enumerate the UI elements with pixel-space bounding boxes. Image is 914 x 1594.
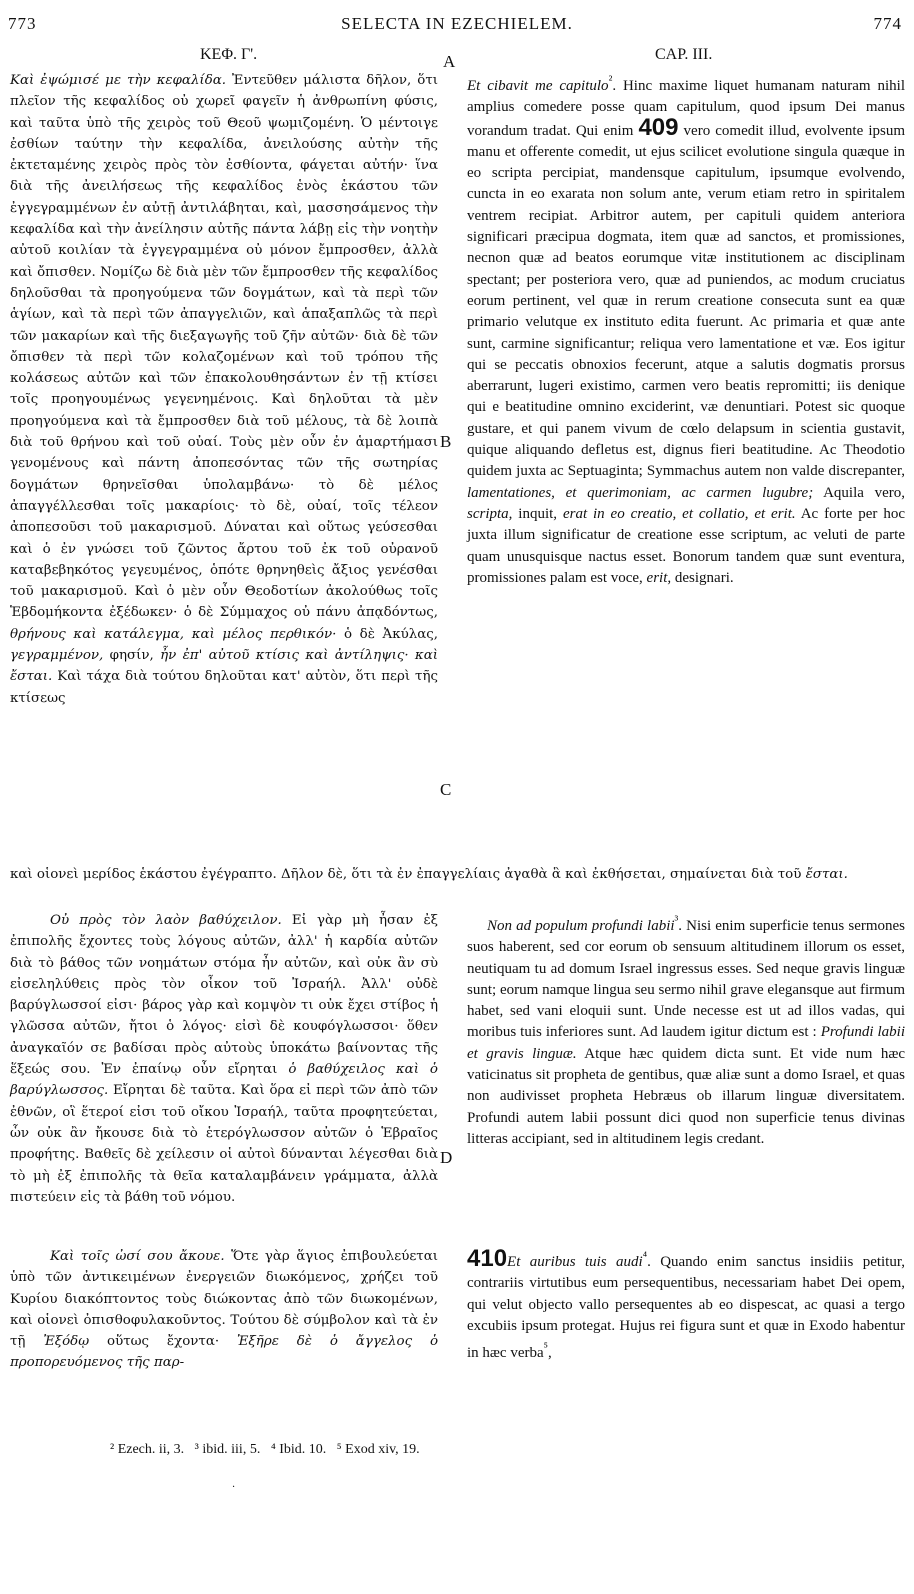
running-header xyxy=(0,14,914,36)
column-number-409: 409 xyxy=(638,113,679,141)
latin-italic-quote: Profundi labii et gravis linguæ. xyxy=(467,1024,905,1062)
latin-text: Atque hæc quidem dicta sunt. Et vide num hæc vaticinatus sit propheta de gentibus, quæ aliæ sunt a domo Israel, et quas non audivisset propheta Hebræus ob illarum linguæ diversitatem. Profundi autem labii possunt dici quod non superficie tenus divinas litteras accipiant, sed in altitudinem legis credant. xyxy=(467,1045,905,1147)
latin-paragraph-1 xyxy=(467,70,905,589)
greek-text: οὕτως ἔχοντα· xyxy=(89,1334,237,1350)
greek-italic-quote: θρήνους καὶ κατάλεγμα, καὶ μέλος περθικόν· xyxy=(10,626,337,642)
latin-text: designari. xyxy=(671,569,734,586)
section-marker-b: B xyxy=(440,432,452,451)
footnote-3: ³ ibid. iii, 5. xyxy=(194,1442,261,1457)
greek-italic-quote: ὁ βαθύχειλος καὶ ὁ βαρύγλωσσος. xyxy=(10,1062,438,1099)
footnote-ref: ⁵ xyxy=(543,1340,548,1355)
latin-paragraph-2 xyxy=(467,910,905,1150)
greek-paragraph-1 xyxy=(10,70,438,709)
latin-text: . Nisi enim superficie tenus sermones suos haberent, sed cor eorum ob sensuum altitudinem illorum os esset, neutiquam tu ad domum Israel ingressus esses. Sed neque gravis linguæ sunt; eorum namque lingua seu sermo nihil grave elegansque aut firmum habet, sed vani eloquii sunt. Unde necesse est ut ad illos vadas, qui moribus tuis inferiores sunt. Ad laudem igitur dictum est : xyxy=(467,918,906,1041)
section-marker-a: A xyxy=(443,52,456,71)
latin-paragraph-3 xyxy=(467,1246,905,1364)
greek-italic-quote: Ἐξῆρε δὲ ὁ ἄγγελος ὁ προπορευόμενος τῆς παρ- xyxy=(10,1334,439,1371)
latin-text: Aquila vero, xyxy=(813,484,905,501)
latin-italic-quote: erat in eo creatio, et collatio, et erit. xyxy=(562,505,796,522)
greek-bridge-lines xyxy=(10,864,905,885)
footnote-5: ⁵ Exod xiv, 19. xyxy=(336,1442,420,1457)
footnote-ref: ⁴ xyxy=(642,1249,648,1263)
latin-italic-quote: lamentationes, et querimoniam, ac carmen lugubre; xyxy=(467,484,814,501)
latin-text: Ac forte per hoc juxta illum significatur de creatione esse scriptum, ac veluti de parte quam unusquisque nactus esset. Bonorum tandem quæ sunt eventura, promissiones palam est voce, xyxy=(467,505,905,586)
greek-text: Ἐντεῦθεν μάλιστα δῆλον, ὅτι πλεῖον τῆς κεφαλίδος οὐ χωρεῖ φαγεῖν ἡ ἀνθρωπίνη φύσις, καὶ ταῦτα ὑπὸ τῆς χειρὸς τοῦ Θεοῦ ψωμιζομένη. Ὁ μέντοιγε ἐσθίων ταύτην τὴν κεφαλίδα, ἀνειλούσης αὐτὴν τῆς ἐκτεταμένης χειρὸς πρὸς τὸν ἐσθίοντα, φάγεται αὐτήν· ἵνα διὰ τῆς ἀνειλήσεως τῆς κεφαλίδος ἑνὸς ἑκάστου τῶν ἐγγεγραμμένων ἐν αὐτῇ ἀντιλάβηται, καὶ, μασσησάμενος τὴν κεφαλίδα καὶ τὴν ἀνείλησιν αὐτῆς πάντα λάβῃ εἰς τὴν νοητὴν αὐτοῦ κοιλίαν τὰ ἐγγεγραμμένα οὐ μόνον ἔμπροσθεν, ἀλλὰ καὶ ὄπισθεν. Νομίζω δὲ διὰ μὲν τῶν ἔμπροσθεν τῆς κεφαλίδος δηλοῦσθαι τὰ προηγούμενα τῶν δογμάτων, καὶ τὰ περὶ τῶν ἁγίων, καὶ τὰ περὶ τῶν ἀπαγγελιῶν, καὶ ἁπαξαπλῶς τὰ περὶ τῶν μακαρίων καὶ τῆς διεξαγωγῆς τοῦ ζῆν αὐτῶν· διὰ δὲ τῶν ὄπισθεν τὰ περὶ τῶν κολαζομένων καὶ τοῦ τρόπου τῆς κολάσεως αὐτῶν καὶ τῶν ἐπακολουθησάντων ἐν τῇ κτίσει τοῖς προηγουμένως γεγενημένοις. Καὶ δηλοῦται τὰ μὲν προηγούμενα καὶ τὰ ἔμπροσθεν διὰ τοῦ μέλους, τὰ δὲ λοιπὰ διὰ τοῦ θρήνου καὶ τοῦ οὐαί. Τοὺς μὲν οὖν ἐν ἁμαρτήμασι γενομένους καὶ πάντη ἀποπεσόντας τῶν τῆς σωτηρίας δογμάτων θρηνεῖσθαι ὑπολαμβάνω· τὸ δὲ μέλος ἀπαγγέλλεσθαι τοῖς μακαρίοις· τὸ δὲ, οὐαί, τοῖς τέλεον ἀποπεσοῦσι τοῦ μακαρισμοῦ. Δύναται καὶ οὕτως γεύσεσθαι καὶ ὁ ἐν γνώσει τοῦ ζῶντος ἄρτου τοῦ ἐκ τοῦ οὐρανοῦ καταβεβηκότος γεγευμένος, ὁπότε θρηνηθεὶς ἄξιος γενέσθαι τοῦ μακαρισμοῦ. Καὶ ὁ μὲν οὖν Θεοδοτίων ἀκολούθως τοῖς Ἑβδομήκοντα ἐξέδωκεν· ὁ δὲ Σύμμαχος οὐ πάνυ ἀπᾳδόντως, xyxy=(10,73,438,621)
greek-italic-quote: Ἐξόδῳ xyxy=(43,1334,90,1350)
latin-text: inquit, xyxy=(512,505,563,522)
footnote-ref: ² xyxy=(608,73,613,87)
footnote-2: ² Ezech. ii, 3. xyxy=(110,1442,185,1457)
greek-italic-quote: ἔσται. xyxy=(805,867,848,882)
footnote-ref: ³ xyxy=(674,913,679,927)
greek-text: καὶ οἱονεὶ μερίδος ἑκάστου ἐγέγραπτο. Δῆλον δὲ, ὅτι τὰ ἐν ἐπαγγελίαις ἀγαθὰ ἃ καὶ ἐκθήσεται, σημαίνεται διὰ τοῦ xyxy=(10,867,806,882)
latin-text: vero comedit illud, evolvente ipsum manu et offerente comedit, ut ejus scilicet evolutione singula quæque in eo scripta percipiat, mandensque capitulum, ipsumque evolvendo, cuncta in eo exarata non solum ante, verum etiam retro in spiritalem ventrem recipiat. Arbitror autem, per capituli quidem anteriora significari præcipua dogmata, item quæ ad sanctos, et promissiones, necnon quæ ad beatos eorumque vitæ institutionem ac disciplinam spectant; per posteriora vero, quæ ad puniendos, ac modum cruciatus eorum pertinent, vel quæ in rerum creatione consecuta sunt ea quæ primario velutque ex instituto edita fuerunt. Ac primaria et quæ ante sunt, carmine significantur; reliqua vero lamentatione et væ. Eos igitur qui se peccatis obnoxios fecerunt, atque a salutis dogmatis prorsus aberrarunt, lugeri existimo, carmen vero beatis repromitti; iis denique qui e beatitudine omnino exciderint, væ denuntiari. Potest sic quoque gustare, et qui panem vivum de cœlo delapsum in scientia gustavit, quique aliquando defletus est, dignus fieri beatitudine. Ac Theodotio quidem juxta ac Septuaginta; Symmachus autem non valde discrepanter, xyxy=(467,122,905,480)
latin-text: . Hinc maxime liquet humanam naturam nihil amplius comedere posse quam capitulum, quod ipsum Dei manus vorandum tradat. Qui enim xyxy=(467,78,905,139)
greek-paragraph-2 xyxy=(10,910,438,1208)
greek-text: ὁ δὲ Ἀκύλας, xyxy=(336,626,438,642)
greek-chapter-heading: ΚΕΦ. Γ'. xyxy=(200,46,258,63)
page-number-left: 773 xyxy=(8,14,37,33)
section-marker-c: C xyxy=(440,780,452,799)
greek-lemma-1: Καὶ ἐψώμισέ με τὴν κεφαλίδα. xyxy=(10,73,227,88)
latin-chapter-heading: CAP. III. xyxy=(655,46,713,63)
greek-text: Εἴρηται δὲ ταῦτα. Καὶ ὅρα εἰ περὶ τῶν ἀπὸ τῶν ἐθνῶν, οἳ ἕτεροί εἰσι τοῦ οἴκου Ἰσραήλ, ταῦτα προφητεύεται, ὧν οὐκ ἂν ἤκουσε διὰ τὸ ἑτερόγλωσσον αὐτῶν ὁ Ἑβραῖος προφήτης. Βαθεῖς δὲ χείλεσιν οἱ αὐτοὶ δύνανται λέγεσθαι διὰ τὸ μὴ ἐξ ἐπιπολῆς τὰ θεῖα καταλαμβάνειν γράμματα, ἀλλὰ πιστεύειν εἰς τὰ βάθη τοῦ νόμου. xyxy=(10,1083,438,1205)
greek-lemma-3: Καὶ τοῖς ὠσί σου ἄκουε. xyxy=(50,1249,225,1264)
print-speck: · xyxy=(232,1482,236,1493)
latin-text: . Quando enim sanctus insidiis petitur, contrariis virtutibus eum persequentibus, necessariam habet Dei opem, qui velut objecto vallo persequentes ab eo dispescat, ac quasi a tergo excubiis ipsum protegat. Hujus rei figura sunt et quæ in Exodo habentur in hæc verba xyxy=(467,1254,905,1362)
greek-text: Καὶ τάχα διὰ τούτου δηλοῦται κατ' αὐτὸν, ὅτι περὶ τῆς κτίσεως xyxy=(10,669,438,706)
footnotes xyxy=(110,1442,890,1458)
greek-text: φησίν, xyxy=(103,648,161,664)
greek-text: Ὅτε γὰρ ἅγιος ἐπιβουλεύεται ὑπὸ τῶν ἀντικειμένων ἐνεργειῶν διωκόμενος, χρήζει τοῦ Κυρίου διακόπτοντος τοὺς διώκοντας ἀπὸ τῶν διωκομένων, καὶ οἱονεὶ ὀπισθοφυλακοῦντος. Τούτου δὲ σύμβολον καὶ τὰ ἐν τῇ xyxy=(10,1249,438,1350)
latin-italic-quote: erit, xyxy=(646,569,672,586)
footnote-4: ⁴ Ibid. 10. xyxy=(270,1442,327,1457)
greek-lemma-2: Οὐ πρὸς τὸν λαὸν βαθύχειλον. xyxy=(50,913,282,928)
greek-italic-quote: γεγραμμένον, xyxy=(10,648,104,664)
latin-lemma-2: Non ad populum profundi labii xyxy=(487,918,675,934)
latin-text: , xyxy=(548,1345,552,1362)
greek-text: Εἰ γὰρ μὴ ἦσαν ἐξ ἐπιπολῆς ἔχοντες τοὺς λόγους αὐτῶν, ἀλλ' ἡ καρδία αὐτῶν διὰ τὸ βάθος τῶν νοημάτων στόμα ἦν αὐτῶν, καὶ οὐκ ἂν σὺ εἰσεληλύθεις πρὸς τὸν οἶκον τοῦ Ἰσραήλ. Ἀλλ' οὐδὲ βαρύγλωσσοί εἰσι· βάρος γὰρ καὶ κομψὸν τι οὐκ ἔχει στίβος ἡ γλῶσσα αὐτῶν, ἤτοι ὁ λόγος· εἰσὶ δὲ κουφόγλωσσοι· ὅθεν ἀναγκαῖόν σε βαδίσαι πρὸς αὐτοὺς ὑποκάτω βαίνοντας τῆς ἕξεώς σου. Ἐν ἐπαίνῳ οὖν εἴρηται xyxy=(10,913,439,1078)
greek-italic-quote: ἦν ἐπ' αὐτοῦ κτίσις καὶ ἀντίληψις· καὶ ἔσται. xyxy=(10,648,438,685)
latin-lemma-1: Et cibavit me capitulo xyxy=(467,78,609,94)
column-number-410: 410 xyxy=(467,1245,508,1272)
section-marker-d: D xyxy=(440,1148,453,1167)
running-title: SELECTA IN EZECHIELEM. xyxy=(341,14,573,33)
latin-italic-quote: scripta, xyxy=(467,505,513,522)
latin-lemma-3: Et auribus tuis audi xyxy=(507,1254,643,1270)
greek-paragraph-3 xyxy=(10,1246,438,1374)
page-number-right: 774 xyxy=(873,14,902,33)
